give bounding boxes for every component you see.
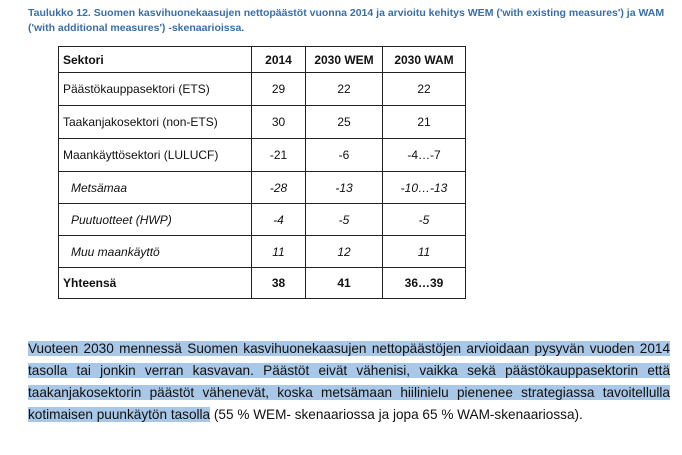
- cell-2014: 11: [252, 236, 306, 268]
- cell-2014: -4: [252, 204, 306, 236]
- cell-wam: -10…-13: [383, 172, 466, 204]
- cell-2014: 30: [252, 106, 306, 139]
- table-total-row: [59, 268, 466, 299]
- table-row: [59, 204, 466, 236]
- table-caption: Taulukko 12. Suomen kasvihuonekaasujen nettopäästöt vuonna 2014 ja arvioitu kehitys WEM ('with existing measures') ja WAM ('with additional measures') -skenaarioissa.: [28, 7, 665, 34]
- cell-wem: -5: [306, 204, 383, 236]
- table-header-row: [59, 47, 466, 73]
- cell-wam: 22: [383, 73, 466, 106]
- table-row: [59, 106, 466, 139]
- emissions-table: [58, 46, 466, 299]
- body-paragraph: [28, 338, 670, 426]
- highlighted-text[interactable]: Vuoteen 2030 mennessä Suomen kasvihuonekaasujen nettopäästöjen arvioidaan pysyvän vuoden 2014 tasolla tai jonkin verran kasvavan. Päästöt eivät vähenisi, vaikka sekä päästökauppasektorin että taakanjakosektorin päästöt vähenevät, koska metsämaan hiilinielu pienenee strategiassa tavoitellulla kotimaisen puunkäytön tasolla: [28, 341, 670, 422]
- row-label: Muu maankäyttö: [59, 236, 252, 268]
- cell-wam: -4…-7: [383, 139, 466, 172]
- cell-wam: 36…39: [383, 268, 466, 299]
- cell-wem: 25: [306, 106, 383, 139]
- cell-wem: 41: [306, 268, 383, 299]
- cell-wam: 11: [383, 236, 466, 268]
- header-sektori: Sektori: [59, 47, 252, 73]
- header-2014: 2014: [252, 47, 306, 73]
- paragraph-rest: (55 % WEM- skenaariossa ja jopa 65 % WAM-skenaariossa).: [210, 407, 583, 422]
- cell-wem: -13: [306, 172, 383, 204]
- cell-wam: -5: [383, 204, 466, 236]
- header-2030-wem: 2030 WEM: [306, 47, 383, 73]
- table-row: [59, 139, 466, 172]
- table-row: [59, 172, 466, 204]
- table-row: [59, 236, 466, 268]
- cell-2014: 38: [252, 268, 306, 299]
- cell-2014: -28: [252, 172, 306, 204]
- row-label: Päästökauppasektori (ETS): [59, 73, 252, 106]
- cell-2014: -21: [252, 139, 306, 172]
- cell-wem: -6: [306, 139, 383, 172]
- header-2030-wam: 2030 WAM: [383, 47, 466, 73]
- cell-wem: 22: [306, 73, 383, 106]
- cell-wem: 12: [306, 236, 383, 268]
- row-label: Puutuotteet (HWP): [59, 204, 252, 236]
- table-row: [59, 73, 466, 106]
- row-label: Yhteensä: [59, 268, 252, 299]
- row-label: Maankäyttösektori (LULUCF): [59, 139, 252, 172]
- row-label: Metsämaa: [59, 172, 252, 204]
- row-label: Taakanjakosektori (non-ETS): [59, 106, 252, 139]
- cell-2014: 29: [252, 73, 306, 106]
- cell-wam: 21: [383, 106, 466, 139]
